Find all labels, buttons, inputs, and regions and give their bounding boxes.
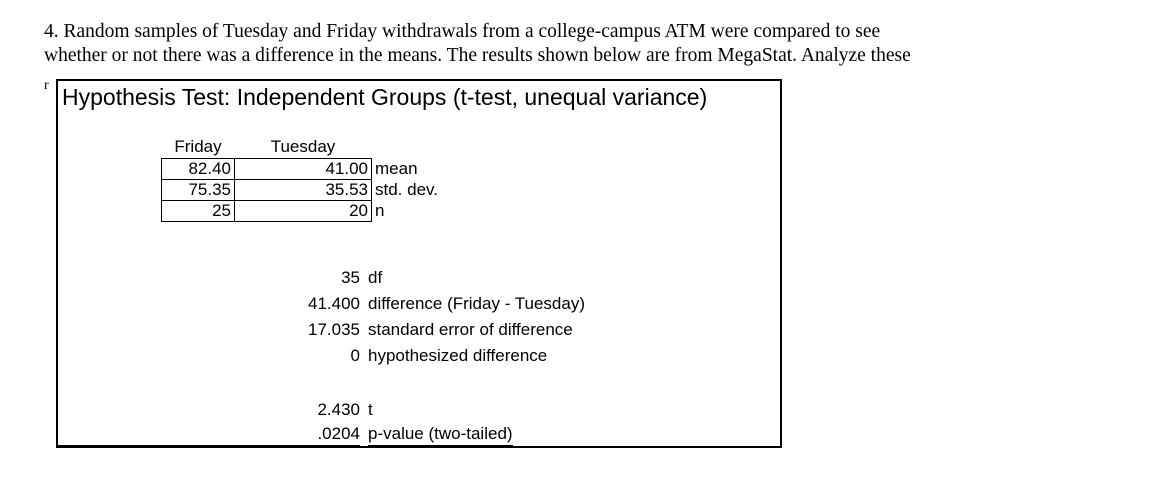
output-title: Hypothesis Test: Independent Groups (t-test, unequal variance)	[62, 84, 708, 110]
row-label-std-dev: std. dev.	[375, 180, 438, 199]
result-label: hypothesized difference	[368, 346, 548, 365]
result-label: p-value (two-tailed)	[368, 423, 513, 446]
summary-stats-table	[161, 136, 442, 222]
megastat-output	[56, 79, 782, 448]
result-value: 17.035	[308, 320, 360, 339]
result-label: t	[368, 400, 373, 419]
question-line-2: whether or not there was a difference in the means. The results shown below are from MegaStat. Analyze these	[44, 45, 911, 66]
result-value: 41.400	[308, 294, 360, 313]
tuesday-std-dev: 35.53	[235, 180, 372, 201]
row-label-mean: mean	[375, 159, 418, 178]
result-value: 35	[341, 268, 360, 287]
column-header-friday: Friday	[174, 137, 222, 156]
friday-std-dev: 75.35	[162, 180, 235, 201]
table-header-row	[162, 136, 442, 159]
result-value: 0	[350, 346, 360, 365]
result-label: df	[368, 268, 383, 287]
row-label-n: n	[375, 201, 385, 220]
friday-mean: 82.40	[162, 159, 235, 180]
result-value: 2.430	[317, 400, 360, 419]
tuesday-mean: 41.00	[235, 159, 372, 180]
result-value: .0204	[58, 423, 360, 446]
question-line-3-fragment: r	[44, 78, 49, 93]
column-header-label	[372, 136, 442, 159]
column-header-tuesday: Tuesday	[270, 137, 336, 156]
table-row	[162, 180, 442, 201]
result-label: standard error of difference	[368, 320, 573, 339]
question-line-1: 4. Random samples of Tuesday and Friday withdrawals from a college-campus ATM were compared to see	[44, 21, 881, 42]
question-text	[44, 20, 1144, 68]
friday-n: 25	[162, 201, 235, 222]
table-row	[162, 159, 442, 180]
table-row	[162, 201, 442, 222]
result-label: difference (Friday - Tuesday)	[368, 294, 585, 313]
tuesday-n: 20	[235, 201, 372, 222]
